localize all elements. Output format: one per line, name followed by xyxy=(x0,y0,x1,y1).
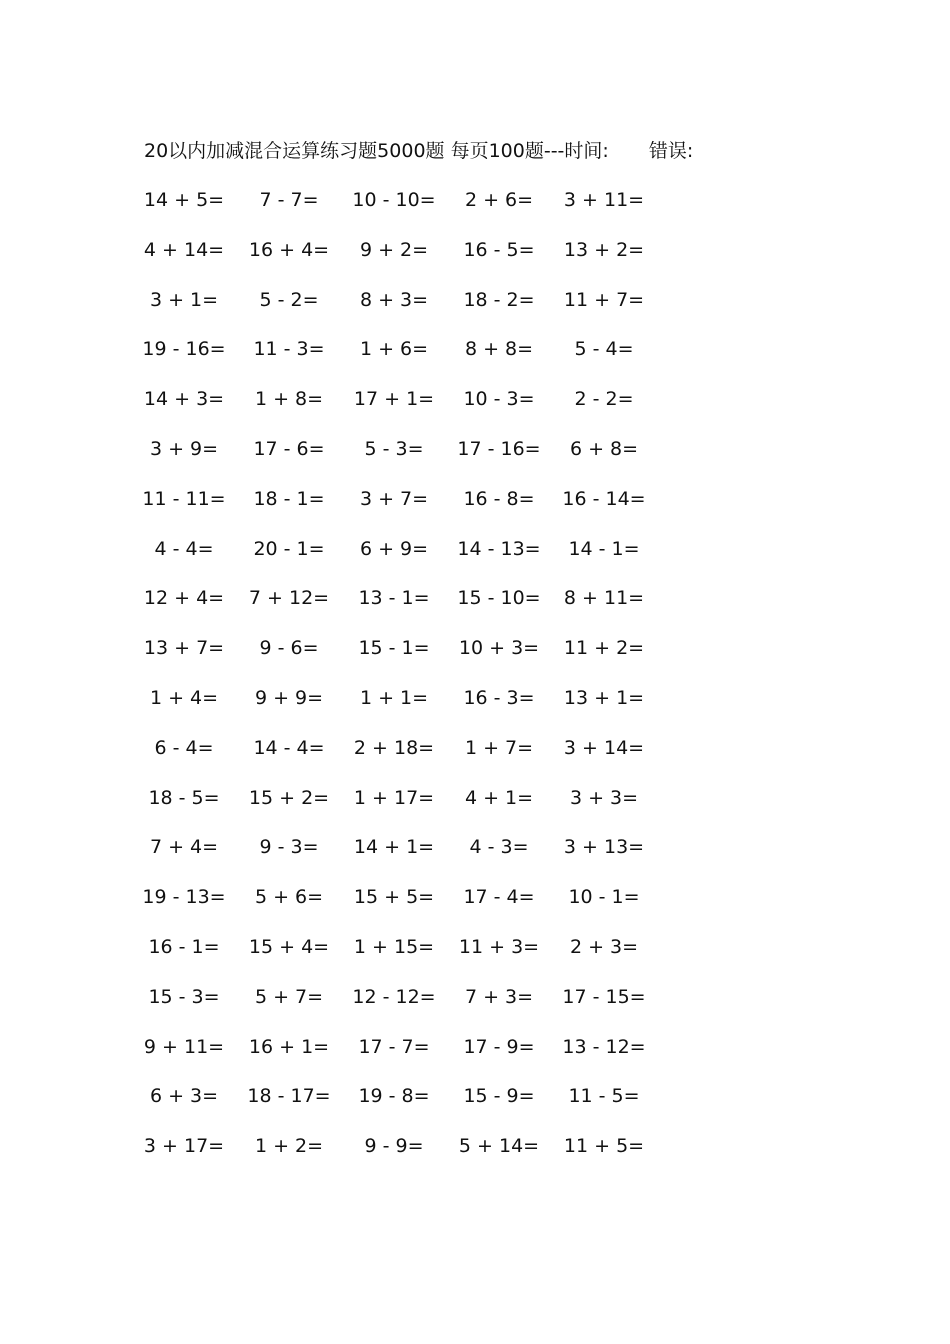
problem-r13-c1: 18 - 5= xyxy=(148,787,220,809)
problem-r8-c3: 6 + 9= xyxy=(359,538,429,560)
problem-r20-c2: 1 + 2= xyxy=(254,1135,324,1157)
problem-r18-c2: 16 + 1= xyxy=(248,1036,330,1058)
problem-r3-c4: 18 - 2= xyxy=(463,289,535,311)
problem-r13-c2: 15 + 2= xyxy=(248,787,330,809)
worksheet-title: 20以内加减混合运算练习题5000题 每页100题---时间: xyxy=(144,140,609,162)
problem-r9-c2: 7 + 12= xyxy=(248,587,330,609)
problem-r9-c4: 15 - 10= xyxy=(457,587,541,609)
problem-r7-c3: 3 + 7= xyxy=(359,488,429,510)
problem-r17-c2: 5 + 7= xyxy=(254,986,324,1008)
problem-r17-c3: 12 - 12= xyxy=(352,986,436,1008)
problem-r16-c3: 1 + 15= xyxy=(353,936,435,958)
problem-r11-c2: 9 + 9= xyxy=(254,687,324,709)
problem-r6-c1: 3 + 9= xyxy=(149,438,219,460)
problem-r13-c4: 4 + 1= xyxy=(464,787,534,809)
problem-r20-c1: 3 + 17= xyxy=(143,1135,225,1157)
problem-r7-c5: 16 - 14= xyxy=(562,488,646,510)
problem-r5-c2: 1 + 8= xyxy=(254,388,324,410)
problem-r15-c5: 10 - 1= xyxy=(568,886,640,908)
problem-r2-c1: 4 + 14= xyxy=(143,239,225,261)
errors-label: 错误: xyxy=(648,140,694,162)
problem-r8-c1: 4 - 4= xyxy=(154,538,214,560)
problem-r11-c3: 1 + 1= xyxy=(359,687,429,709)
problem-r1-c2: 7 - 7= xyxy=(259,189,319,211)
problem-r20-c5: 11 + 5= xyxy=(563,1135,645,1157)
problem-r17-c5: 17 - 15= xyxy=(562,986,646,1008)
problem-r13-c3: 1 + 17= xyxy=(353,787,435,809)
problem-r8-c2: 20 - 1= xyxy=(253,538,325,560)
problem-r6-c3: 5 - 3= xyxy=(364,438,424,460)
problem-r16-c1: 16 - 1= xyxy=(148,936,220,958)
problem-r5-c4: 10 - 3= xyxy=(463,388,535,410)
problem-r17-c4: 7 + 3= xyxy=(464,986,534,1008)
problem-r17-c1: 15 - 3= xyxy=(148,986,220,1008)
problem-r12-c3: 2 + 18= xyxy=(353,737,435,759)
problem-r6-c5: 6 + 8= xyxy=(569,438,639,460)
problem-r20-c3: 9 - 9= xyxy=(364,1135,424,1157)
problem-r11-c5: 13 + 1= xyxy=(563,687,645,709)
problem-r15-c3: 15 + 5= xyxy=(353,886,435,908)
problem-r8-c4: 14 - 13= xyxy=(457,538,541,560)
problem-r2-c4: 16 - 5= xyxy=(463,239,535,261)
problem-r12-c5: 3 + 14= xyxy=(563,737,645,759)
problem-r3-c5: 11 + 7= xyxy=(563,289,645,311)
problem-r4-c3: 1 + 6= xyxy=(359,338,429,360)
problem-r12-c4: 1 + 7= xyxy=(464,737,534,759)
problem-r1-c1: 14 + 5= xyxy=(143,189,225,211)
problem-r10-c4: 10 + 3= xyxy=(458,637,540,659)
problem-r19-c3: 19 - 8= xyxy=(358,1085,430,1107)
problem-r10-c3: 15 - 1= xyxy=(358,637,430,659)
problem-r9-c1: 12 + 4= xyxy=(143,587,225,609)
problem-r12-c2: 14 - 4= xyxy=(253,737,325,759)
problem-r14-c3: 14 + 1= xyxy=(353,836,435,858)
problem-r13-c5: 3 + 3= xyxy=(569,787,639,809)
problem-r1-c3: 10 - 10= xyxy=(352,189,436,211)
problem-r15-c1: 19 - 13= xyxy=(142,886,226,908)
problem-r9-c5: 8 + 11= xyxy=(563,587,645,609)
problem-r14-c5: 3 + 13= xyxy=(563,836,645,858)
problem-r3-c3: 8 + 3= xyxy=(359,289,429,311)
problem-r1-c4: 2 + 6= xyxy=(464,189,534,211)
problem-r19-c1: 6 + 3= xyxy=(149,1085,219,1107)
problem-r5-c3: 17 + 1= xyxy=(353,388,435,410)
problem-r15-c2: 5 + 6= xyxy=(254,886,324,908)
problem-r6-c4: 17 - 16= xyxy=(457,438,541,460)
problem-r4-c4: 8 + 8= xyxy=(464,338,534,360)
problem-r8-c5: 14 - 1= xyxy=(568,538,640,560)
problem-r2-c2: 16 + 4= xyxy=(248,239,330,261)
problem-r3-c1: 3 + 1= xyxy=(149,289,219,311)
problem-r11-c1: 1 + 4= xyxy=(149,687,219,709)
problem-r1-c5: 3 + 11= xyxy=(563,189,645,211)
problem-r18-c4: 17 - 9= xyxy=(463,1036,535,1058)
problem-r18-c1: 9 + 11= xyxy=(143,1036,225,1058)
problem-r19-c4: 15 - 9= xyxy=(463,1085,535,1107)
problem-r18-c5: 13 - 12= xyxy=(562,1036,646,1058)
problem-r20-c4: 5 + 14= xyxy=(458,1135,540,1157)
problem-r4-c2: 11 - 3= xyxy=(253,338,325,360)
problem-r15-c4: 17 - 4= xyxy=(463,886,535,908)
problem-r7-c2: 18 - 1= xyxy=(253,488,325,510)
problem-r14-c2: 9 - 3= xyxy=(259,836,319,858)
problem-r10-c5: 11 + 2= xyxy=(563,637,645,659)
problem-r4-c5: 5 - 4= xyxy=(574,338,634,360)
problem-r4-c1: 19 - 16= xyxy=(142,338,226,360)
problem-r16-c5: 2 + 3= xyxy=(569,936,639,958)
problem-r10-c1: 13 + 7= xyxy=(143,637,225,659)
problem-r19-c2: 18 - 17= xyxy=(247,1085,331,1107)
problem-r10-c2: 9 - 6= xyxy=(259,637,319,659)
problem-r6-c2: 17 - 6= xyxy=(253,438,325,460)
problem-r16-c2: 15 + 4= xyxy=(248,936,330,958)
problem-r7-c1: 11 - 11= xyxy=(142,488,226,510)
problem-r14-c4: 4 - 3= xyxy=(469,836,529,858)
problem-r5-c5: 2 - 2= xyxy=(574,388,634,410)
problem-r3-c2: 5 - 2= xyxy=(259,289,319,311)
problem-r16-c4: 11 + 3= xyxy=(458,936,540,958)
problem-r11-c4: 16 - 3= xyxy=(463,687,535,709)
problem-r2-c3: 9 + 2= xyxy=(359,239,429,261)
problem-r12-c1: 6 - 4= xyxy=(154,737,214,759)
problem-r19-c5: 11 - 5= xyxy=(568,1085,640,1107)
problem-r14-c1: 7 + 4= xyxy=(149,836,219,858)
problem-r5-c1: 14 + 3= xyxy=(143,388,225,410)
problem-r2-c5: 13 + 2= xyxy=(563,239,645,261)
problem-r18-c3: 17 - 7= xyxy=(358,1036,430,1058)
problem-r7-c4: 16 - 8= xyxy=(463,488,535,510)
problem-r9-c3: 13 - 1= xyxy=(358,587,430,609)
